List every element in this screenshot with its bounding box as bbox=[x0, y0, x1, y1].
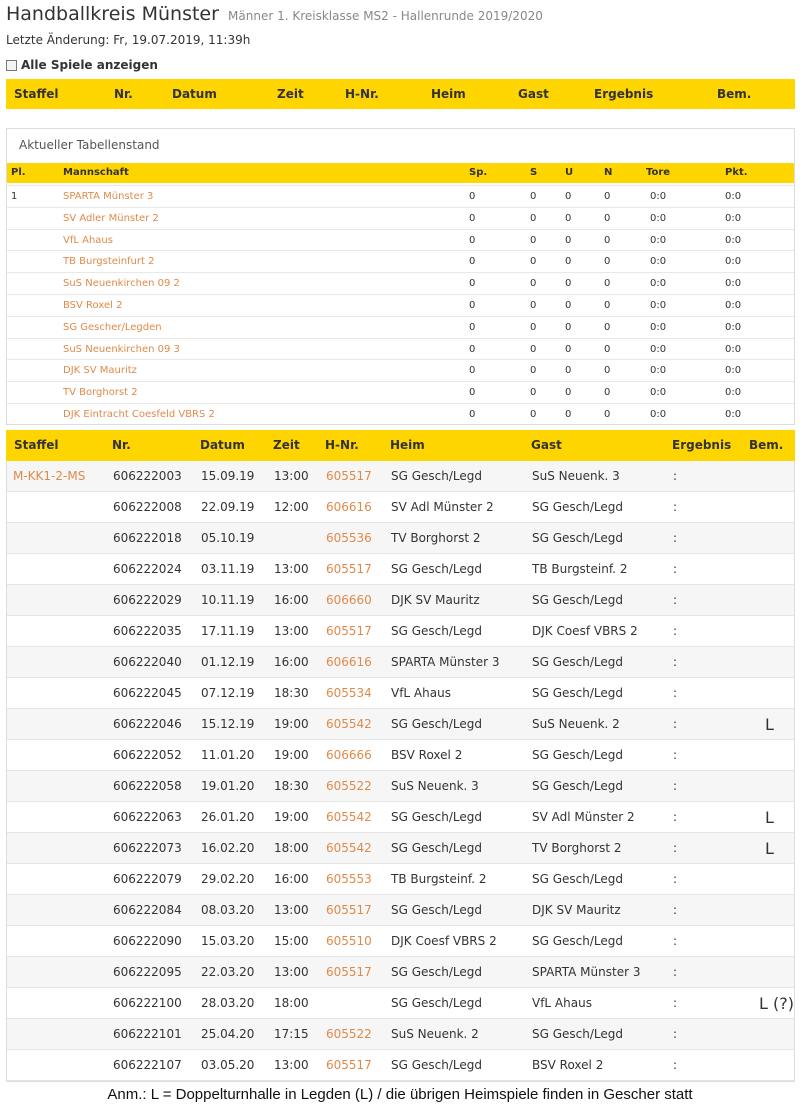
cell-u: 0 bbox=[565, 212, 572, 224]
cell-heim: SPARTA Münster 3 bbox=[391, 655, 500, 669]
cell-u: 0 bbox=[565, 278, 572, 290]
cell-gast: SPARTA Münster 3 bbox=[532, 965, 641, 979]
cell-pkt: 0:0 bbox=[725, 409, 742, 420]
cell-heim: SG Gesch/Legd bbox=[391, 996, 483, 1010]
standings-row bbox=[7, 294, 794, 316]
col-n: N bbox=[604, 167, 613, 178]
cell-nr: 606222029 bbox=[113, 593, 182, 607]
cell-zeit: 13:00 bbox=[274, 1058, 309, 1072]
cell-datum: 07.12.19 bbox=[201, 686, 255, 700]
cell-heim: TB Burgsteinf. 2 bbox=[391, 872, 487, 886]
cell-pkt: 0:0 bbox=[725, 300, 742, 311]
cell-tore: 0:0 bbox=[650, 256, 667, 268]
cell-sp: 0 bbox=[469, 321, 476, 333]
cell-datum: 17.11.19 bbox=[201, 624, 255, 638]
cell-nr: 606222095 bbox=[113, 965, 182, 979]
cell-sp: 0 bbox=[469, 191, 476, 202]
cell-sp: 0 bbox=[469, 365, 476, 377]
game-row bbox=[7, 1019, 794, 1050]
cell-ergebnis: : bbox=[673, 686, 678, 700]
col-hnr: H-Nr. bbox=[325, 438, 359, 452]
cell-n: 0 bbox=[604, 300, 611, 311]
col-mannschaft: Mannschaft bbox=[63, 167, 129, 178]
cell-gast: SG Gesch/Legd bbox=[532, 872, 624, 886]
standings-row bbox=[7, 185, 794, 207]
cell-n: 0 bbox=[604, 343, 611, 355]
game-row bbox=[7, 678, 794, 709]
cell-s: 0 bbox=[530, 191, 537, 202]
hall-link[interactable]: 605542 bbox=[326, 841, 372, 855]
cell-heim: SG Gesch/Legd bbox=[391, 562, 483, 576]
cell-bem: L (?) bbox=[759, 994, 794, 1013]
cell-gast: DJK Coesf VBRS 2 bbox=[532, 624, 638, 638]
col-datum: Datum bbox=[172, 87, 217, 101]
cell-gast: DJK SV Mauritz bbox=[532, 903, 621, 917]
cell-pkt: 0:0 bbox=[725, 365, 742, 377]
cell-heim: SG Gesch/Legd bbox=[391, 469, 483, 483]
cell-u: 0 bbox=[565, 191, 572, 202]
cell-zeit: 18:00 bbox=[274, 996, 309, 1010]
col-zeit: Zeit bbox=[277, 87, 304, 101]
col-gast: Gast bbox=[531, 438, 562, 452]
game-row bbox=[7, 771, 794, 802]
standings-caption: Aktueller Tabellenstand bbox=[19, 138, 160, 152]
cell-heim: SG Gesch/Legd bbox=[391, 624, 483, 638]
cell-s: 0 bbox=[530, 278, 537, 290]
cell-nr: 606222101 bbox=[113, 1027, 182, 1041]
cell-ergebnis: : bbox=[673, 841, 678, 855]
game-row bbox=[7, 585, 794, 616]
cell-gast: SG Gesch/Legd bbox=[532, 531, 624, 545]
cell-datum: 22.09.19 bbox=[201, 500, 255, 514]
standings-row bbox=[7, 207, 794, 229]
cell-gast: SG Gesch/Legd bbox=[532, 934, 624, 948]
cell-pkt: 0:0 bbox=[725, 278, 742, 290]
team-link[interactable]: TV Borghorst 2 bbox=[63, 387, 138, 399]
col-bem: Bem. bbox=[749, 438, 784, 452]
standings-row bbox=[7, 403, 794, 425]
standings-header bbox=[7, 163, 794, 183]
cell-nr: 606222035 bbox=[113, 624, 182, 638]
cell-sp: 0 bbox=[469, 409, 476, 420]
games-list bbox=[6, 461, 795, 1082]
team-link[interactable]: BSV Roxel 2 bbox=[63, 300, 123, 311]
cell-zeit: 16:00 bbox=[274, 593, 309, 607]
cell-heim: DJK SV Mauritz bbox=[391, 593, 480, 607]
cell-zeit: 12:00 bbox=[274, 500, 309, 514]
cell-zeit: 13:00 bbox=[274, 903, 309, 917]
cell-pkt: 0:0 bbox=[725, 387, 742, 399]
cell-zeit: 19:00 bbox=[274, 748, 309, 762]
footnote: Anm.: L = Doppelturnhalle in Legden (L) / die übrigen Heimspiele finden in Gescher statt bbox=[107, 1086, 693, 1103]
cell-pkt: 0:0 bbox=[725, 256, 742, 268]
cell-gast: TB Burgsteinf. 2 bbox=[532, 562, 628, 576]
cell-nr: 606222107 bbox=[113, 1058, 182, 1072]
cell-nr: 606222058 bbox=[113, 779, 182, 793]
cell-heim: SG Gesch/Legd bbox=[391, 1058, 483, 1072]
game-row bbox=[7, 647, 794, 678]
col-staffel: Staffel bbox=[14, 87, 59, 101]
cell-heim: SG Gesch/Legd bbox=[391, 717, 483, 731]
cell-ergebnis: : bbox=[673, 717, 678, 731]
show-all-games-toggle[interactable] bbox=[6, 58, 158, 72]
cell-zeit: 18:30 bbox=[274, 686, 309, 700]
standings-row bbox=[7, 250, 794, 272]
team-link[interactable]: SV Adler Münster 2 bbox=[63, 212, 159, 224]
cell-pkt: 0:0 bbox=[725, 234, 742, 246]
cell-heim: TV Borghorst 2 bbox=[391, 531, 481, 545]
cell-ergebnis: : bbox=[673, 996, 678, 1010]
col-ergebnis: Ergebnis bbox=[672, 438, 732, 452]
cell-s: 0 bbox=[530, 212, 537, 224]
cell-gast: SG Gesch/Legd bbox=[532, 593, 624, 607]
cell-n: 0 bbox=[604, 234, 611, 246]
cell-datum: 03.11.19 bbox=[201, 562, 255, 576]
cell-tore: 0:0 bbox=[650, 409, 667, 420]
cell-tore: 0:0 bbox=[650, 300, 667, 311]
hall-link[interactable]: 605542 bbox=[326, 717, 372, 731]
cell-heim: SG Gesch/Legd bbox=[391, 810, 483, 824]
game-row bbox=[7, 988, 794, 1019]
hall-link[interactable]: 605536 bbox=[326, 531, 372, 545]
games-header bbox=[6, 430, 795, 461]
cell-s: 0 bbox=[530, 409, 537, 420]
cell-pkt: 0:0 bbox=[725, 191, 742, 202]
cell-pkt: 0:0 bbox=[725, 343, 742, 355]
cell-zeit: 18:00 bbox=[274, 841, 309, 855]
cell-gast: BSV Roxel 2 bbox=[532, 1058, 604, 1072]
hall-link[interactable]: 605522 bbox=[326, 1027, 372, 1041]
page-header bbox=[6, 3, 543, 25]
cell-zeit: 16:00 bbox=[274, 655, 309, 669]
cell-sp: 0 bbox=[469, 234, 476, 246]
cell-ergebnis: : bbox=[673, 500, 678, 514]
standings-row bbox=[7, 316, 794, 338]
col-datum: Datum bbox=[200, 438, 245, 452]
standings-row bbox=[7, 338, 794, 360]
cell-datum: 10.11.19 bbox=[201, 593, 255, 607]
cell-nr: 606222052 bbox=[113, 748, 182, 762]
col-heim: Heim bbox=[431, 87, 466, 101]
col-nr: Nr. bbox=[112, 438, 131, 452]
team-link[interactable]: TB Burgsteinfurt 2 bbox=[63, 256, 155, 268]
cell-n: 0 bbox=[604, 321, 611, 333]
hall-link[interactable]: 605542 bbox=[326, 810, 372, 824]
cell-gast: TV Borghorst 2 bbox=[532, 841, 622, 855]
cell-tore: 0:0 bbox=[650, 321, 667, 333]
cell-tore: 0:0 bbox=[650, 212, 667, 224]
hall-link[interactable]: 606616 bbox=[326, 500, 372, 514]
cell-nr: 606222008 bbox=[113, 500, 182, 514]
page-title: Handballkreis Münster bbox=[6, 3, 219, 25]
hall-link[interactable]: 605517 bbox=[326, 965, 372, 979]
cell-ergebnis: : bbox=[673, 655, 678, 669]
hall-link[interactable]: 606660 bbox=[326, 593, 372, 607]
col-staffel: Staffel bbox=[14, 438, 59, 452]
col-zeit: Zeit bbox=[273, 438, 300, 452]
cell-datum: 11.01.20 bbox=[201, 748, 255, 762]
cell-nr: 606222024 bbox=[113, 562, 182, 576]
standings-row bbox=[7, 272, 794, 294]
standings-row bbox=[7, 229, 794, 251]
cell-tore: 0:0 bbox=[650, 191, 667, 202]
cell-tore: 0:0 bbox=[650, 278, 667, 290]
team-link[interactable]: SuS Neuenkirchen 09 2 bbox=[63, 278, 180, 290]
cell-heim: BSV Roxel 2 bbox=[391, 748, 463, 762]
cell-n: 0 bbox=[604, 387, 611, 399]
col-bem: Bem. bbox=[717, 87, 752, 101]
cell-pkt: 0:0 bbox=[725, 321, 742, 333]
cell-gast: SV Adl Münster 2 bbox=[532, 810, 635, 824]
team-link[interactable]: SPARTA Münster 3 bbox=[63, 191, 154, 202]
cell-u: 0 bbox=[565, 256, 572, 268]
show-all-label: Alle Spiele anzeigen bbox=[21, 58, 158, 72]
cell-heim: SG Gesch/Legd bbox=[391, 965, 483, 979]
col-ergebnis: Ergebnis bbox=[594, 87, 654, 101]
hall-link[interactable]: 605517 bbox=[326, 903, 372, 917]
cell-u: 0 bbox=[565, 387, 572, 399]
cell-n: 0 bbox=[604, 191, 611, 202]
cell-staffel[interactable]: M-KK1-2-MS bbox=[13, 469, 86, 483]
last-change: Letzte Änderung: Fr, 19.07.2019, 11:39h bbox=[6, 33, 251, 47]
cell-datum: 08.03.20 bbox=[201, 903, 255, 917]
cell-nr: 606222045 bbox=[113, 686, 182, 700]
game-row bbox=[7, 864, 794, 895]
col-u: U bbox=[565, 167, 574, 178]
cell-gast: VfL Ahaus bbox=[532, 996, 592, 1010]
cell-sp: 0 bbox=[469, 343, 476, 355]
col-pkt: Pkt. bbox=[725, 167, 748, 178]
cell-gast: SG Gesch/Legd bbox=[532, 655, 624, 669]
cell-gast: SG Gesch/Legd bbox=[532, 500, 624, 514]
cell-pl: 1 bbox=[11, 191, 18, 202]
cell-datum: 16.02.20 bbox=[201, 841, 255, 855]
cell-datum: 25.04.20 bbox=[201, 1027, 255, 1041]
cell-nr: 606222063 bbox=[113, 810, 182, 824]
cell-tore: 0:0 bbox=[650, 365, 667, 377]
cell-zeit: 19:00 bbox=[274, 810, 309, 824]
cell-zeit: 13:00 bbox=[274, 965, 309, 979]
col-sp: Sp. bbox=[469, 167, 488, 178]
game-row bbox=[7, 895, 794, 926]
game-row bbox=[7, 461, 794, 492]
cell-ergebnis: : bbox=[673, 810, 678, 824]
cell-u: 0 bbox=[565, 300, 572, 311]
col-heim: Heim bbox=[390, 438, 425, 452]
cell-n: 0 bbox=[604, 256, 611, 268]
cell-s: 0 bbox=[530, 321, 537, 333]
hall-link[interactable]: 605553 bbox=[326, 872, 372, 886]
cell-s: 0 bbox=[530, 387, 537, 399]
cell-u: 0 bbox=[565, 365, 572, 377]
cell-zeit: 16:00 bbox=[274, 872, 309, 886]
cell-nr: 606222084 bbox=[113, 903, 182, 917]
cell-tore: 0:0 bbox=[650, 387, 667, 399]
game-row bbox=[7, 554, 794, 585]
cell-ergebnis: : bbox=[673, 469, 678, 483]
cell-pkt: 0:0 bbox=[725, 212, 742, 224]
cell-u: 0 bbox=[565, 409, 572, 420]
cell-bem: L bbox=[765, 839, 774, 858]
cell-heim: SG Gesch/Legd bbox=[391, 903, 483, 917]
cell-ergebnis: : bbox=[673, 779, 678, 793]
cell-heim: DJK Coesf VBRS 2 bbox=[391, 934, 497, 948]
cell-gast: SuS Neuenk. 3 bbox=[532, 469, 620, 483]
cell-zeit: 17:15 bbox=[274, 1027, 309, 1041]
cell-u: 0 bbox=[565, 321, 572, 333]
cell-ergebnis: : bbox=[673, 531, 678, 545]
team-link[interactable]: DJK Eintracht Coesfeld VBRS 2 bbox=[63, 409, 215, 420]
cell-ergebnis: : bbox=[673, 903, 678, 917]
cell-gast: SuS Neuenk. 2 bbox=[532, 717, 620, 731]
standings-row bbox=[7, 381, 794, 403]
hall-link[interactable]: 605534 bbox=[326, 686, 372, 700]
cell-datum: 15.09.19 bbox=[201, 469, 255, 483]
cell-ergebnis: : bbox=[673, 593, 678, 607]
cell-zeit: 13:00 bbox=[274, 562, 309, 576]
cell-s: 0 bbox=[530, 365, 537, 377]
cell-n: 0 bbox=[604, 365, 611, 377]
cell-nr: 606222100 bbox=[113, 996, 182, 1010]
cell-s: 0 bbox=[530, 300, 537, 311]
hall-link[interactable]: 606616 bbox=[326, 655, 372, 669]
col-nr: Nr. bbox=[114, 87, 133, 101]
cell-heim: SV Adl Münster 2 bbox=[391, 500, 494, 514]
cell-nr: 606222079 bbox=[113, 872, 182, 886]
cell-tore: 0:0 bbox=[650, 234, 667, 246]
cell-ergebnis: : bbox=[673, 562, 678, 576]
team-link[interactable]: VfL Ahaus bbox=[63, 234, 113, 246]
cell-ergebnis: : bbox=[673, 965, 678, 979]
cell-ergebnis: : bbox=[673, 1027, 678, 1041]
cell-n: 0 bbox=[604, 212, 611, 224]
game-row bbox=[7, 833, 794, 864]
cell-sp: 0 bbox=[469, 278, 476, 290]
cell-sp: 0 bbox=[469, 387, 476, 399]
cell-nr: 606222018 bbox=[113, 531, 182, 545]
cell-nr: 606222040 bbox=[113, 655, 182, 669]
standings-panel bbox=[6, 128, 795, 425]
cell-bem: L bbox=[765, 715, 774, 734]
cell-datum: 05.10.19 bbox=[201, 531, 255, 545]
cell-sp: 0 bbox=[469, 256, 476, 268]
cell-zeit: 19:00 bbox=[274, 717, 309, 731]
col-gast: Gast bbox=[518, 87, 549, 101]
cell-zeit: 13:00 bbox=[274, 469, 309, 483]
cell-datum: 15.03.20 bbox=[201, 934, 255, 948]
cell-heim: VfL Ahaus bbox=[391, 686, 451, 700]
col-pl: Pl. bbox=[11, 167, 26, 178]
cell-sp: 0 bbox=[469, 212, 476, 224]
col-tore: Tore bbox=[646, 167, 671, 178]
team-link[interactable]: SG Gescher/Legden bbox=[63, 321, 162, 333]
cell-tore: 0:0 bbox=[650, 343, 667, 355]
hall-link[interactable]: 605522 bbox=[326, 779, 372, 793]
standings-row bbox=[7, 359, 794, 381]
cell-heim: SG Gesch/Legd bbox=[391, 841, 483, 855]
show-all-checkbox[interactable] bbox=[6, 60, 17, 71]
cell-ergebnis: : bbox=[673, 1058, 678, 1072]
cell-ergebnis: : bbox=[673, 748, 678, 762]
cell-nr: 606222073 bbox=[113, 841, 182, 855]
cell-sp: 0 bbox=[469, 300, 476, 311]
page-subtitle: Männer 1. Kreisklasse MS2 - Hallenrunde 2019/2020 bbox=[228, 9, 543, 23]
hall-link[interactable]: 605510 bbox=[326, 934, 372, 948]
cell-s: 0 bbox=[530, 234, 537, 246]
cell-n: 0 bbox=[604, 409, 611, 420]
cell-nr: 606222090 bbox=[113, 934, 182, 948]
cell-nr: 606222046 bbox=[113, 717, 182, 731]
cell-datum: 01.12.19 bbox=[201, 655, 255, 669]
game-row bbox=[7, 740, 794, 771]
cell-n: 0 bbox=[604, 278, 611, 290]
cell-u: 0 bbox=[565, 343, 572, 355]
cell-gast: SG Gesch/Legd bbox=[532, 1027, 624, 1041]
cell-gast: SG Gesch/Legd bbox=[532, 748, 624, 762]
games-header-top bbox=[6, 79, 795, 109]
team-link[interactable]: DJK SV Mauritz bbox=[63, 365, 137, 377]
cell-heim: SuS Neuenk. 3 bbox=[391, 779, 479, 793]
game-row bbox=[7, 1050, 794, 1081]
hall-link[interactable]: 605517 bbox=[326, 624, 372, 638]
cell-datum: 28.03.20 bbox=[201, 996, 255, 1010]
cell-s: 0 bbox=[530, 256, 537, 268]
cell-datum: 22.03.20 bbox=[201, 965, 255, 979]
cell-zeit: 13:00 bbox=[274, 624, 309, 638]
hall-link[interactable]: 605517 bbox=[326, 1058, 372, 1072]
col-hnr: H-Nr. bbox=[345, 87, 379, 101]
cell-zeit: 15:00 bbox=[274, 934, 309, 948]
cell-datum: 19.01.20 bbox=[201, 779, 255, 793]
game-row bbox=[7, 709, 794, 740]
cell-u: 0 bbox=[565, 234, 572, 246]
cell-heim: SuS Neuenk. 2 bbox=[391, 1027, 479, 1041]
game-row bbox=[7, 523, 794, 554]
cell-datum: 03.05.20 bbox=[201, 1058, 255, 1072]
game-row bbox=[7, 492, 794, 523]
cell-ergebnis: : bbox=[673, 624, 678, 638]
cell-gast: SG Gesch/Legd bbox=[532, 779, 624, 793]
team-link[interactable]: SuS Neuenkirchen 09 3 bbox=[63, 343, 180, 355]
cell-datum: 29.02.20 bbox=[201, 872, 255, 886]
col-s: S bbox=[530, 167, 538, 178]
cell-zeit: 18:30 bbox=[274, 779, 309, 793]
game-row bbox=[7, 616, 794, 647]
hall-link[interactable]: 606666 bbox=[326, 748, 372, 762]
game-row bbox=[7, 802, 794, 833]
game-row bbox=[7, 926, 794, 957]
cell-gast: SG Gesch/Legd bbox=[532, 686, 624, 700]
cell-ergebnis: : bbox=[673, 872, 678, 886]
hall-link[interactable]: 605517 bbox=[326, 469, 372, 483]
cell-ergebnis: : bbox=[673, 934, 678, 948]
cell-datum: 15.12.19 bbox=[201, 717, 255, 731]
cell-nr: 606222003 bbox=[113, 469, 182, 483]
hall-link[interactable]: 605517 bbox=[326, 562, 372, 576]
cell-s: 0 bbox=[530, 343, 537, 355]
cell-datum: 26.01.20 bbox=[201, 810, 255, 824]
cell-bem: L bbox=[765, 808, 774, 827]
game-row bbox=[7, 957, 794, 988]
